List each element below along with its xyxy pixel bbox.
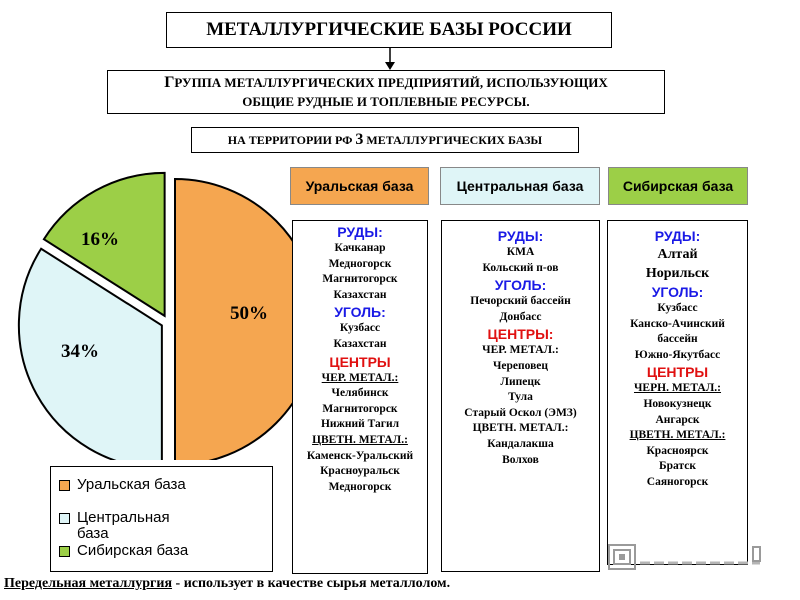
- siberian-coal-item: Кузбасс: [657, 302, 698, 314]
- group-description-box: [107, 70, 665, 114]
- central-base-header: Центральная база: [440, 167, 600, 205]
- siberian-base-header: Сибирская база: [608, 167, 748, 205]
- ural-ore-item: Медногорск: [328, 257, 392, 270]
- legend-label-central-1: Центральная: [77, 509, 170, 526]
- central-nonferrous-item: Волхов: [502, 453, 539, 466]
- down-arrow-icon: [380, 48, 400, 72]
- ural-ore-item: Казахстан: [333, 288, 387, 301]
- central-ore-item: Кольский п-ов: [482, 261, 559, 274]
- footer-note: [4, 576, 450, 592]
- pie-label-ural: 50%: [230, 303, 268, 324]
- siberian-ferrous-item: Ангарск: [655, 413, 700, 426]
- footer-text: - использует в качестве сырья металлолом.: [172, 576, 451, 591]
- ural-nonferrous-item: Каменск-Уральский: [306, 449, 414, 462]
- siberian-nonferrous-item: Саяногорск: [646, 475, 709, 488]
- footer-term: Передельная металлургия: [4, 576, 173, 591]
- siberian-ferrous-item: Новокузнецк: [643, 397, 712, 410]
- legend: [50, 466, 273, 572]
- siberian-coal-item: Южно-Якутбасс: [634, 348, 721, 361]
- ural-ore-item: Качканар: [334, 242, 386, 254]
- siberian-centers-heading: ЦЕНТРЫ: [646, 364, 709, 381]
- central-coal-item: Печорский бассейн: [470, 295, 571, 308]
- ural-ferrous-item: Челябинск: [331, 387, 389, 400]
- diagram-title: [166, 12, 612, 48]
- central-ores-heading: РУДЫ:: [497, 228, 544, 244]
- territory-text-before: НА ТЕРРИТОРИИ РФ: [227, 132, 353, 147]
- legend-swatch-siberian: [59, 546, 70, 557]
- ural-nonferrous-heading: ЦВЕТН. МЕТАЛ.:: [312, 433, 408, 446]
- legend-label-central-2: база: [77, 525, 109, 542]
- siberian-base-column: [607, 220, 748, 565]
- territory-number: 3: [355, 131, 364, 148]
- ural-coal-item: Кузбасс: [339, 322, 381, 335]
- central-ferrous-item: Липецк: [500, 375, 541, 388]
- central-ore-item: КМА: [506, 246, 535, 258]
- legend-label-ural: Уральская база: [77, 476, 186, 493]
- territory-text-after: МЕТАЛЛУРГИЧЕСКИХ БАЗЫ: [366, 132, 543, 147]
- legend-item-ural: [59, 477, 186, 493]
- ural-ore-item: Магнитогорск: [322, 273, 398, 286]
- diagram-title-text: МЕТАЛЛУРГИЧЕСКИЕ БАЗЫ РОССИИ: [206, 19, 572, 40]
- legend-label-siberian: Сибирская база: [77, 542, 189, 559]
- siberian-ore-item: Норильск: [645, 266, 710, 281]
- ural-coal-item: Казахстан: [333, 337, 387, 350]
- central-coal-item: Донбасс: [499, 310, 542, 323]
- legend-item-siberian: [59, 543, 188, 559]
- ural-ores-heading: РУДЫ:: [337, 224, 383, 240]
- ural-nonferrous-item: Медногорск: [328, 480, 392, 493]
- siberian-coal-item: Канско-Ачинский: [630, 317, 725, 330]
- central-centers-heading: ЦЕНТРЫ:: [487, 326, 554, 343]
- siberian-ores-heading: РУДЫ:: [654, 228, 701, 244]
- group-description-line2: ОБЩИЕ РУДНЫЕ И ТОПЛЕВНЫЕ РЕСУРСЫ.: [242, 93, 530, 109]
- pie-label-siberian: 16%: [81, 229, 119, 250]
- ural-coal-heading: УГОЛЬ:: [334, 304, 386, 321]
- ural-nonferrous-item: Красноуральск: [320, 465, 400, 478]
- pie-label-central: 34%: [61, 341, 99, 362]
- legend-swatch-central: [59, 513, 70, 524]
- siberian-coal-heading: УГОЛЬ:: [651, 284, 704, 300]
- legend-item-central: [59, 510, 170, 542]
- group-description-line1: [164, 73, 608, 94]
- central-ferrous-heading: ЧЕР. МЕТАЛ.:: [482, 344, 559, 357]
- pie-chart: [0, 160, 330, 460]
- central-nonferrous-heading: ЦВЕТН. МЕТАЛ.:: [472, 422, 569, 435]
- central-ferrous-item: Тула: [508, 391, 533, 404]
- ural-ferrous-heading: ЧЕР. МЕТАЛ.:: [321, 371, 399, 384]
- siberian-nonferrous-item: Красноярск: [646, 444, 709, 457]
- ural-ferrous-item: Магнитогорск: [322, 402, 398, 415]
- legend-swatch-ural: [59, 480, 70, 491]
- presentation-logo-icon: [608, 541, 768, 573]
- ural-ferrous-item: Нижний Тагил: [320, 418, 400, 431]
- ural-centers-heading: ЦЕНТРЫ: [329, 353, 391, 370]
- territory-box: [191, 127, 579, 153]
- ural-base-header: Уральская база: [290, 167, 429, 205]
- siberian-coal-item: бассейн: [657, 333, 698, 346]
- ural-base-column: [292, 220, 428, 574]
- siberian-ore-item: Алтай: [657, 247, 698, 262]
- siberian-nonferrous-heading: ЦВЕТН. МЕТАЛ.:: [629, 429, 726, 442]
- central-nonferrous-item: Кандалакша: [487, 437, 554, 450]
- siberian-ferrous-heading: ЧЕРН. МЕТАЛ.:: [633, 382, 722, 395]
- central-coal-heading: УГОЛЬ:: [494, 277, 547, 294]
- central-ferrous-item: Череповец: [492, 359, 549, 372]
- group-line1-text: РУППА МЕТАЛЛУРГИЧЕСКИХ ПРЕДПРИЯТИЙ, ИСПОЛЬЗУЮЩИХ: [174, 75, 608, 91]
- central-base-column: [441, 220, 600, 572]
- group-first-letter: Г: [164, 74, 175, 92]
- siberian-nonferrous-item: Братск: [659, 460, 696, 473]
- central-ferrous-item: Старый Оскол (ЭМЗ): [464, 406, 577, 419]
